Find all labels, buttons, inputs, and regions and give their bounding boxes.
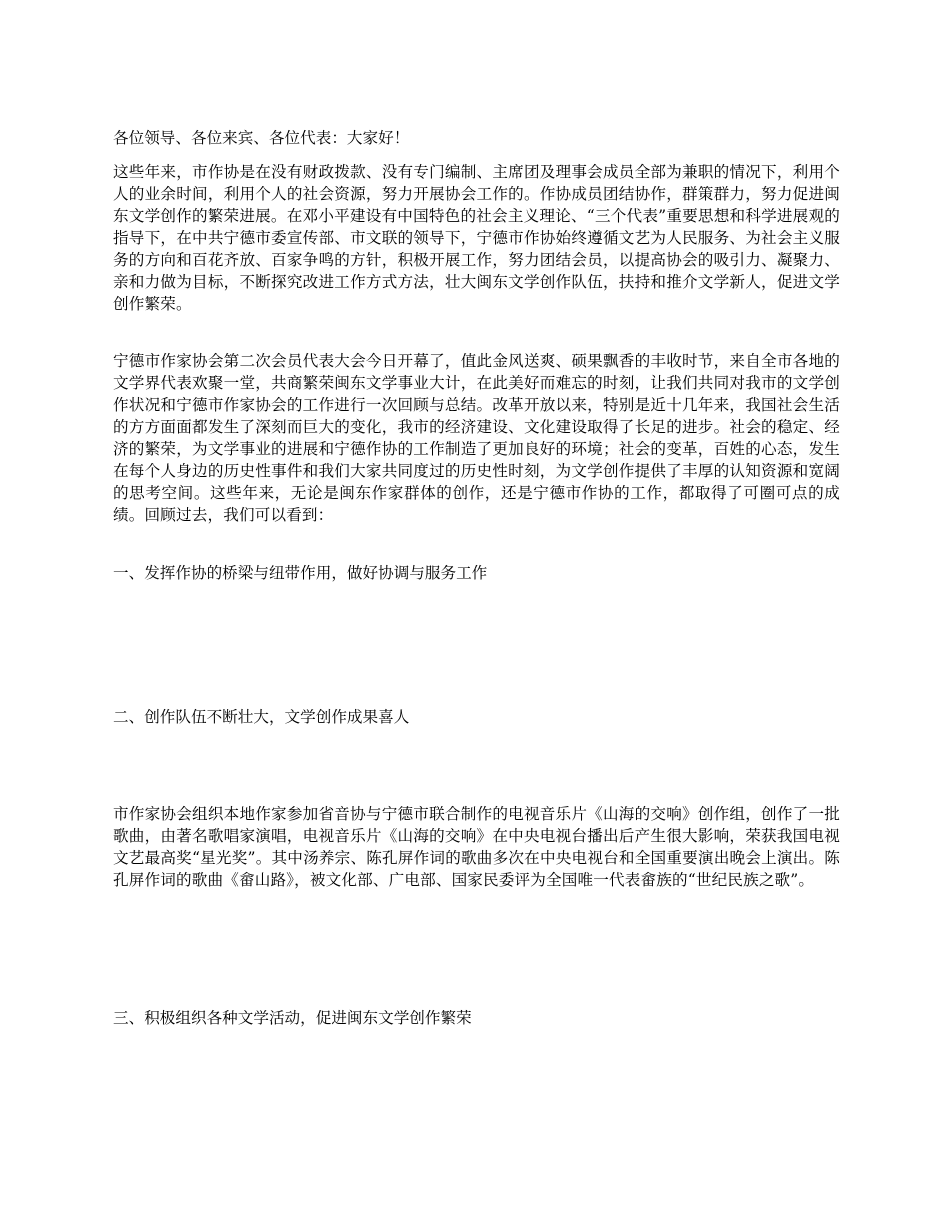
document-page: [113, 0, 840, 1230]
paragraph-music: 市作家协会组织本地作家参加省音协与宁德市联合制作的电视音乐片《山海的交响》创作组，创作了一批歌曲，由著名歌唱家演唱，电视音乐片《山海的交响》在中央电视台播出后产生很大影响，荣获我国电视文艺最高奖“星光奖”。其中汤养宗、陈孔屏作词的歌曲多次在中央电视台和全国重要演出晚会上演出。陈孔屏作词的歌曲《畲山路》，被文化部、广电部、国家民委评为全国唯一代表畲族的“世纪民族之歌”。: [113, 805, 840, 889]
paragraph-intro: 这些年来，市作协是在没有财政拨款、没有专门编制、主席团及理事会成员全部为兼职的情况下，利用个人的业余时间，利用个人的社会资源，努力开展协会工作的。作协成员团结协作，群策群力，努力促进闽东文学创作的繁荣进展。在邓小平建设有中国特色的社会主义理论、“三个代表”重要思想和科学进展观的指导下，在中共宁德市委宣传部、市文联的领导下，宁德市作协始终遵循文艺为人民服务、为社会主义服务的方向和百花齐放、百家争鸣的方针，积极开展工作，努力团结会员，以提高协会的吸引力、凝聚力、亲和力做为目标，不断探究改进工作方式方法，壮大闽东文学创作队伍，扶持和推介文学新人，促进文学创作繁荣。: [113, 163, 840, 313]
paragraph-congress: 宁德市作家协会第二次会员代表大会今日开幕了，值此金风送爽、硕果飘香的丰收时节，来自全市各地的文学界代表欢聚一堂，共商繁荣闽东文学事业大计，在此美好而难忘的时刻，让我们共同对我市的文学创作状况和宁德市作家协会的工作进行一次回顾与总结。改革开放以来，特别是近十几年来，我国社会生活的方方面面都发生了深刻而巨大的变化，我市的经济建设、文化建设取得了长足的进步。社会的稳定、经济的繁荣，为文学事业的进展和宁德作协的工作制造了更加良好的环境；社会的变革，百姓的心态，发生在每个人身边的历史性事件和我们大家共同度过的历史性时刻，为文学创作提供了丰厚的认知资源和宽阔的思考空间。这些年来，无论是闽东作家群体的创作，还是宁德市作协的工作，都取得了可圈可点的成绩。回顾过去，我们可以看到：: [113, 352, 840, 524]
greeting-line: 各位领导、各位来宾、各位代表：大家好！: [113, 129, 410, 147]
section-heading-3: 三、积极组织各种文学活动，促进闽东文学创作繁荣: [113, 1009, 472, 1027]
section-heading-2: 二、创作队伍不断壮大，文学创作成果喜人: [113, 708, 410, 726]
section-heading-1: 一、发挥作协的桥梁与纽带作用，做好协调与服务工作: [113, 564, 488, 582]
